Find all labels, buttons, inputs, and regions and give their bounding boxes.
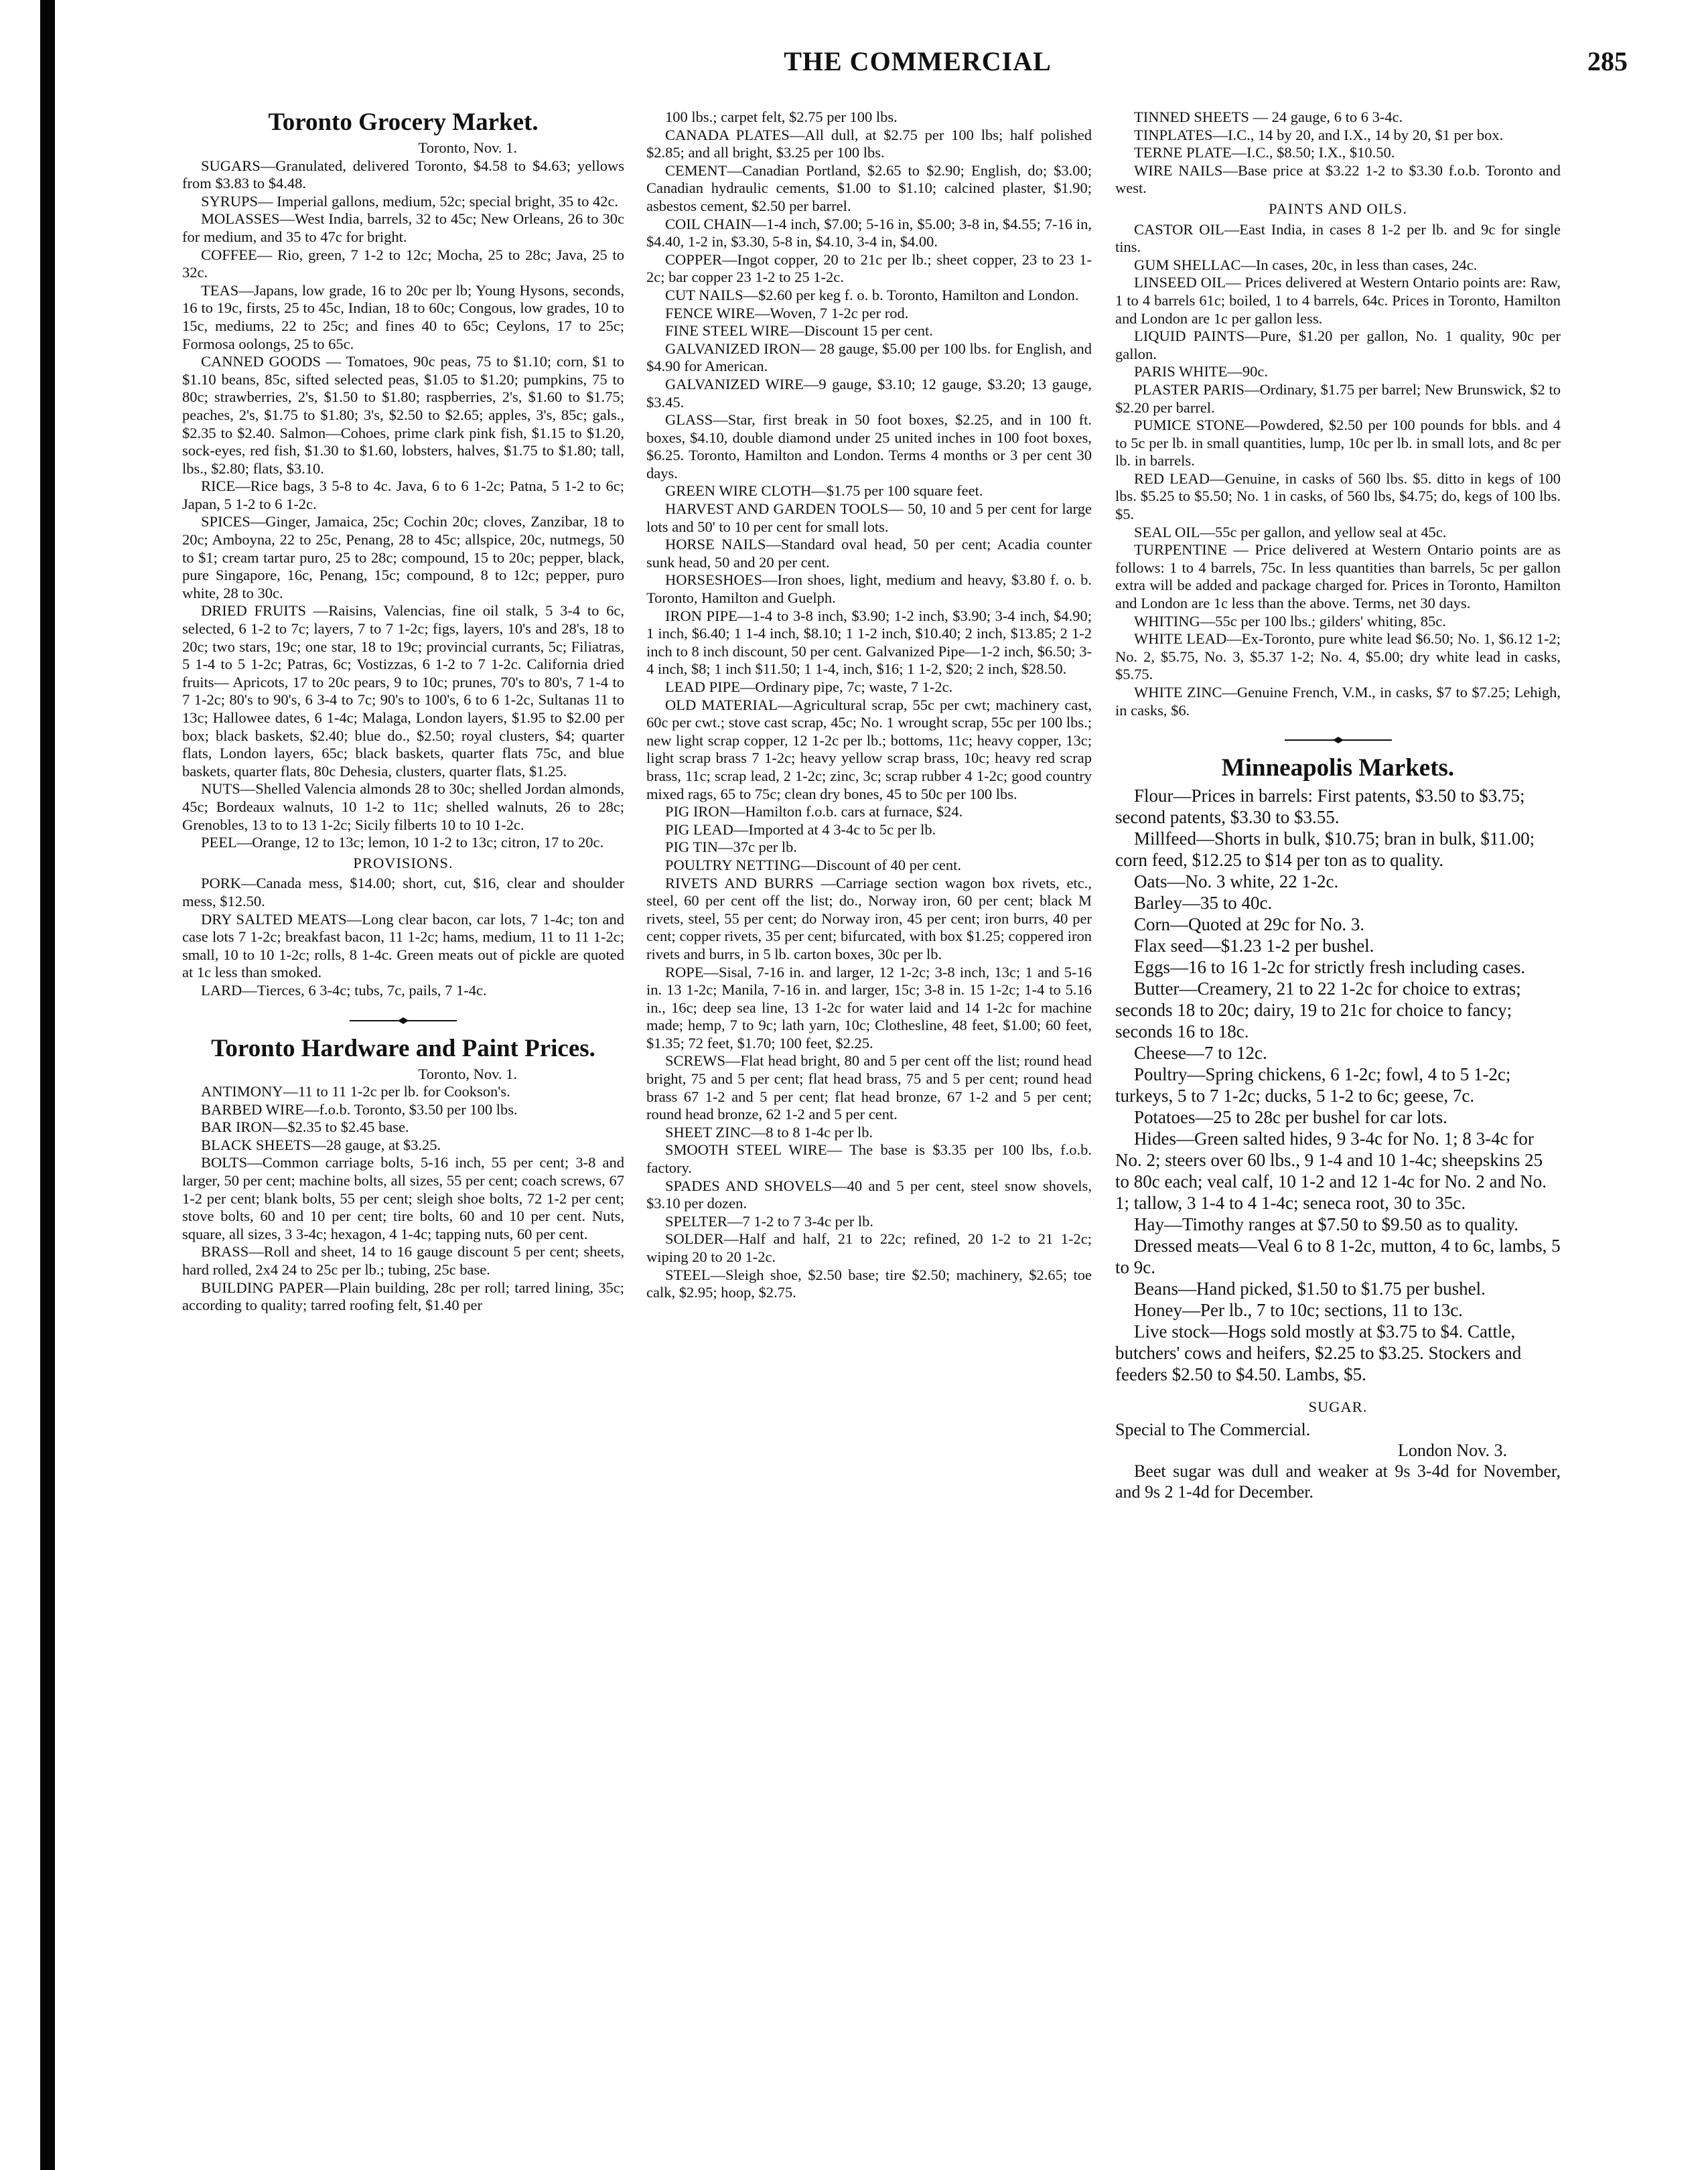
paragraph: LEAD PIPE—Ordinary pipe, 7c; waste, 7 1-2c. xyxy=(665,678,953,695)
paragraph: BRASS—Roll and sheet, 14 to 16 gauge discount 5 per cent; sheets, hard rolled, 2x4 24 to 25c per lb.; tubing, 25c base. xyxy=(182,1243,624,1279)
paragraph: WHITING—55c per 100 lbs.; gilders' whiting, 85c. xyxy=(1134,612,1446,630)
paragraph: WHITE ZINC—Genuine French, V.M., in casks, $7 to $7.25; Lehigh, in casks, $6. xyxy=(1115,684,1561,719)
paragraph: LARD—Tierces, 6 3-4c; tubs, 7c, pails, 7 1-4c. xyxy=(201,981,487,999)
paragraph: BAR IRON—$2.35 to $2.45 base. xyxy=(201,1118,409,1136)
paragraph: GALVANIZED WIRE—9 gauge, $3.10; 12 gauge, $3.20; 13 gauge, $3.45. xyxy=(646,375,1092,411)
paragraph: Butter—Creamery, 21 to 22 1-2c for choice to extras; seconds 18 to 20c; dairy, 19 to 21c for choice to fancy; seconds 16 to 18c. xyxy=(1115,979,1521,1042)
paragraph: WHITE LEAD—Ex-Toronto, pure white lead $6.50; No. 1, $6.12 1-2; No. 2, $5.75, No. 3, $5.37 1-2; No. 4, $5.00; dry white lead in casks, $5.75. xyxy=(1115,630,1561,683)
paragraph: TERNE PLATE—I.C., $8.50; I.X., $10.50. xyxy=(1134,144,1395,161)
paragraph: SUGARS—Granulated, delivered Toronto, $4.58 to $4.63; yellows from $3.83 to $4.48. xyxy=(182,157,624,192)
paragraph: BLACK SHEETS—28 gauge, at $3.25. xyxy=(201,1136,441,1153)
dateline: London Nov. 3. xyxy=(1398,1440,1507,1460)
paragraph: PEEL—Orange, 12 to 13c; lemon, 10 1-2 to 13c; citron, 17 to 20c. xyxy=(201,834,604,851)
paragraph: SCREWS—Flat head bright, 80 and 5 per cent off the list; round head bright, 75 and 5 per cent; flat head brass, 75 and 5 per cent; round head brass 67 1-2 and 5 per cent; flat head bronze, 67 1-2 and 5 per cent; round head bronze, 62 1-2 and 5 per cent. xyxy=(646,1052,1092,1123)
paragraph: FINE STEEL WIRE—Discount 15 per cent. xyxy=(665,322,933,340)
paragraph: Beans—Hand picked, $1.50 to $1.75 per bushel. xyxy=(1134,1279,1486,1299)
paragraph: Flour—Prices in barrels: First patents, $3.50 to $3.75; second patents, $3.30 to $3.55. xyxy=(1115,786,1525,828)
paragraph: WIRE NAILS—Base price at $3.22 1-2 to $3.30 f.o.b. Toronto and west. xyxy=(1115,161,1561,197)
page-header xyxy=(181,46,1668,86)
hardware-continued-body xyxy=(646,108,1092,1302)
paragraph: Hides—Green salted hides, 9 3-4c for No. 1; 8 3-4c for No. 2; steers over 60 lbs., 9 1-4 and 10 1-4c; sheepskins 25 to 80c each; veal calf, 10 1-2 and 12 1-4c for No. 2 and No. 1; tallow, 3 1-4 to 4 1-4c; seneca root, 30 to 35c. xyxy=(1115,1129,1547,1214)
paragraph: PORK—Canada mess, $14.00; short, cut, $16, clear and shoulder mess, $12.50. xyxy=(182,875,624,910)
paragraph: LIQUID PAINTS—Pure, $1.20 per gallon, No. 1 quality, 90c per gallon. xyxy=(1115,328,1561,362)
column-2 xyxy=(646,108,1092,1302)
paragraph: SPICES—Ginger, Jamaica, 25c; Cochin 20c; cloves, Zanzibar, 18 to 20c; Amboyna, 22 to 25c, Penang, 28 to 45c; allspice, 20c, nutmegs, 50 to $1; cream tartar puro, 25 to 28c; compound, 15 to 20c; pepper, black, pure Singapore, 16c, Penang, 15c; compound, 8 to 12c; pepper, puro white, 28 to 30c. xyxy=(182,513,624,601)
paragraph: GALVANIZED IRON— 28 gauge, $5.00 per 100 lbs. for English, and $4.90 for American. xyxy=(646,340,1092,375)
paragraph: CUT NAILS—$2.60 per keg f. o. b. Toronto, Hamilton and London. xyxy=(665,286,1079,303)
paragraph: HORSESHOES—Iron shoes, light, medium and heavy, $3.80 f. o. b. Toronto, Hamilton and Guelph. xyxy=(646,571,1092,607)
paragraph: Poultry—Spring chickens, 6 1-2c; fowl, 4 to 5 1-2c; turkeys, 5 to 7 1-2c; ducks, 5 1-2 to 6c; geese, 7c. xyxy=(1115,1064,1511,1106)
paragraph: COIL CHAIN—1-4 inch, $7.00; 5-16 in, $5.00; 3-8 in, $4.55; 7-16 in, $4.40, 1-2 in, $3.30, 5-8 in, $4.10, 3-4 in, $4.00. xyxy=(646,215,1092,250)
paragraph: STEEL—Sleigh shoe, $2.50 base; tire $2.50; machinery, $2.65; toe calk, $2.95; hoop, $2.75. xyxy=(646,1266,1092,1301)
paragraph: PIG LEAD—Imported at 4 3-4c to 5c per lb. xyxy=(665,820,936,838)
paragraph: TURPENTINE — Price delivered at Western Ontario points are as follows: 1 to 4 barrels, 75c. In less quantities than barrels, 5c per gallon extra will be added and package charged for. Prices in Toronto, Hamilton and London are 1c less than the above. Terms, net 30 days. xyxy=(1115,541,1561,612)
markets-body xyxy=(1115,785,1561,1385)
paragraph: OLD MATERIAL—Agricultural scrap, 55c per cwt; machinery cast, 60c per cwt.; stove cast scrap, 45c; No. 1 wrought scrap, 55c per 100 lbs.; new light scrap copper, 12 1-2c per lb.; bottoms, 11c; heavy copper, 13c; light scrap brass 7 1-2c; heavy yellow scrap brass, 10c; heavy red scrap brass, 11c; scrap lead, 2 1-2c; zinc, 3c; scrap rubber 4 1-2c; good country mixed rags, 65 to 75c; clean dry bones, 45 to 50c per 100 lbs. xyxy=(646,696,1092,802)
paragraph: COFFEE— Rio, green, 7 1-2 to 12c; Mocha, 25 to 28c; Java, 25 to 32c. xyxy=(182,246,624,281)
article-heading: Toronto Grocery Market. xyxy=(268,108,539,136)
metals-body xyxy=(1115,108,1561,198)
paragraph: ANTIMONY—11 to 11 1-2c per lb. for Cookson's. xyxy=(201,1083,510,1100)
provisions-body xyxy=(182,875,624,999)
paragraph: TEAS—Japans, low grade, 16 to 20c per lb; Young Hysons, seconds, 16 to 19c, firsts, 25 to 45c, Indian, 18 to 60c; Congous, low grades, 10 to 15c, mediums, 22 to 25c; and fines 40 to 65c; Ceylons, 17 to 25c; Formosa oolongs, 25 to 65c. xyxy=(182,281,624,352)
binding-edge xyxy=(40,0,55,2170)
paragraph: Millfeed—Shorts in bulk, $10.75; bran in bulk, $11.00; corn feed, $12.25 to $14 per ton as to quality. xyxy=(1115,828,1535,871)
article-body xyxy=(182,157,624,852)
paragraph: CANNED GOODS — Tomatoes, 90c peas, 75 to $1.10; corn, $1 to $1.10 beans, 85c, sifted selected peas, $1.05 to $1.20; pumpkins, 75 to 80c; strawberries, 2's, $1.50 to $1.80; raspberries, 2's, $1.60 to $1.75; peaches, 2's, $1.75 to $1.80; 3's, $2.50 to $2.65; apples, 3's, 85c; gals., $2.35 to $2.40. Salmon—Cohoes, prime clark pink fish, $1.15 to $1.20, sock-eyes, red fish, $1.30 to $1.60, lobsters, halves, $1.75 to $1.80; tall, lbs., $2.80; flats, $3.10. xyxy=(182,353,624,477)
paragraph: PUMICE STONE—Powdered, $2.50 per 100 pounds for bbls. and 4 to 5c per lb. in small quantities, lump, 10c per lb. in small lots, and 8c per lb. in barrels. xyxy=(1115,417,1561,469)
paragraph: PARIS WHITE—90c. xyxy=(1134,363,1269,380)
paragraph: Corn—Quoted at 29c for No. 3. xyxy=(1134,914,1365,935)
paragraph: CASTOR OIL—East India, in cases 8 1-2 per lb. and 9c for single tins. xyxy=(1115,220,1561,256)
paragraph: MOLASSES—West India, barrels, 32 to 45c; New Orleans, 26 to 30c for medium, and 35 to 47c for bright. xyxy=(182,210,624,245)
paragraph: NUTS—Shelled Valencia almonds 28 to 30c; shelled Jordan almonds, 45c; Bordeaux walnuts, 10 1-2 to 11c; shelled walnuts, 26 to 28c; Grenobles, 13 to to 13 1-2c; Sicily filberts 10 to 10 1-2c. xyxy=(182,780,624,833)
section-subheading: PAINTS AND OILS. xyxy=(1268,200,1408,217)
paragraph: DRY SALTED MEATS—Long clear bacon, car lots, 7 1-4c; ton and case lots 7 1-2c; breakfast bacon, 11 1-2c; hams, medium, 11 to 11 1-2c; small, 10 to 10 1-2c; rolls, 8 1-4c. Green meats out of pickle are quoted at 1c less than smoked. xyxy=(182,910,624,981)
paragraph: Dressed meats—Veal 6 to 8 1-2c, mutton, 4 to 6c, lambs, 5 to 9c. xyxy=(1115,1236,1561,1278)
publication-title: THE COMMERCIAL xyxy=(784,46,1052,76)
paragraph: Oats—No. 3 white, 22 1-2c. xyxy=(1134,871,1339,892)
dateline: Toronto, Nov. 1. xyxy=(418,1065,517,1082)
paragraph: Cheese—7 to 12c. xyxy=(1134,1043,1267,1064)
paragraph: 100 lbs.; carpet felt, $2.75 per 100 lbs. xyxy=(665,108,898,125)
paragraph: Live stock—Hogs sold mostly at $3.75 to $4. Cattle, butchers' cows and heifers, $2.25 to $3.25. Stockers and feeders $2.50 to $4.50. Lambs, $5. xyxy=(1115,1321,1522,1385)
hardware-body xyxy=(182,1083,624,1315)
section-subheading: SUGAR. xyxy=(1308,1398,1368,1416)
page-number: 285 xyxy=(1587,46,1628,76)
paragraph: PLASTER PARIS—Ordinary, $1.75 per barrel; New Brunswick, $2 to $2.20 per barrel. xyxy=(1115,380,1561,416)
paragraph: TINPLATES—I.C., 14 by 20, and I.X., 14 by 20, $1 per box. xyxy=(1134,126,1504,143)
paragraph: COPPER—Ingot copper, 20 to 21c per lb.; sheet copper, 23 to 23 1-2c; bar copper 23 1-2 to 25 1-2c. xyxy=(646,250,1092,286)
paragraph: SPELTER—7 1-2 to 7 3-4c per lb. xyxy=(665,1212,874,1230)
paragraph: CANADA PLATES—All dull, at $2.75 per 100 lbs; half polished $2.85; and all bright, $3.25 per 100 lbs. xyxy=(646,126,1092,161)
paragraph: LINSEED OIL— Prices delivered at Western Ontario points are: Raw, 1 to 4 barrels 61c; boiled, 1 to 4 barrels, 64c. Prices in Toronto, Hamilton and London are 1c per gallon less. xyxy=(1115,274,1561,327)
paragraph: BARBED WIRE—f.o.b. Toronto, $3.50 per 100 lbs. xyxy=(201,1100,518,1118)
paragraph: SPADES AND SHOVELS—40 and 5 per cent, steel snow shovels, $3.10 per dozen. xyxy=(646,1177,1092,1212)
paragraph: POULTRY NETTING—Discount of 40 per cent. xyxy=(665,856,962,873)
paragraph: PIG IRON—Hamilton f.o.b. cars at furnace, $24. xyxy=(665,803,963,820)
paragraph: SYRUPS— Imperial gallons, medium, 52c; special bright, 35 to 42c. xyxy=(201,192,619,210)
paragraph: SMOOTH STEEL WIRE— The base is $3.35 per 100 lbs, f.o.b. factory. xyxy=(646,1141,1092,1177)
paragraph: RICE—Rice bags, 3 5-8 to 4c. Java, 6 to 6 1-2c; Patna, 5 1-2 to 6c; Japan, 5 1-2 to 6 1-2c. xyxy=(182,478,624,512)
section-subheading: PROVISIONS. xyxy=(353,854,453,871)
paragraph: Potatoes—25 to 28c per bushel for car lots. xyxy=(1134,1107,1447,1128)
dateline: Toronto, Nov. 1. xyxy=(418,139,517,156)
paragraph: GREEN WIRE CLOTH—$1.75 per 100 square feet. xyxy=(665,482,983,500)
sugar-paragraph: Beet sugar was dull and weaker at 9s 3-4d for November, and 9s 2 1-4d for December. xyxy=(1115,1461,1561,1502)
column-1 xyxy=(182,108,624,1315)
paragraph: BUILDING PAPER—Plain building, 28c per roll; tarred lining, 35c; according to quality; tarred roofing felt, $1.40 per xyxy=(182,1279,624,1314)
paragraph: PIG TIN—37c per lb. xyxy=(665,839,798,856)
paragraph: RED LEAD—Genuine, in casks of 560 lbs. $5. ditto in kegs of 100 lbs. $5.25 to $5.50; No. 1 in casks, of 560 lbs, $4.75; do, kegs of 100 lbs. $5. xyxy=(1115,469,1561,523)
paragraph: Honey—Per lb., 7 to 10c; sections, 11 to 13c. xyxy=(1134,1300,1463,1321)
paragraph: RIVETS AND BURRS —Carriage section wagon box rivets, etc., steel, 60 per cent off the list; do., Norway iron, 60 per cent; black M rivets, steel, 55 per cent; do Norway iron, 45 per cent; iron burrs, 40 per cent; copper rivets, 35 per cent; bifurcated, with box $1.25; coppered iron rivets and burrs, in 5 lb. carton boxes, 30c per lb. xyxy=(646,874,1092,962)
paragraph: BOLTS—Common carriage bolts, 5-16 inch, 55 per cent; 3-8 and larger, 50 per cent; machine bolts, all sizes, 55 per cent; coach screws, 67 1-2 per cent; blank bolts, 55 per cent; sleigh shoe bolts, 72 1-2 per cent; stove bolts, 60 and 10 per cent; tire bolts, 60 and 10 per cent. Nuts, square, all sizes, 3 3-4c; hexagon, 4 1-4c; tapping nuts, 60 per cent. xyxy=(182,1154,624,1242)
paragraph: Barley—35 to 40c. xyxy=(1134,893,1273,914)
article-heading: Minneapolis Markets. xyxy=(1221,754,1455,782)
paragraph: HARVEST AND GARDEN TOOLS— 50, 10 and 5 per cent for large lots and 50' to 10 per cent for small lots. xyxy=(646,500,1092,535)
paragraph: CEMENT—Canadian Portland, $2.65 to $2.90; English, do; $3.00; Canadian hydraulic cements, $1.00 to $1.10; calcined plaster, $1.90; asbestos cement, $2.50 per barrel. xyxy=(646,161,1092,214)
paragraph: IRON PIPE—1-4 to 3-8 inch, $3.90; 1-2 inch, $3.90; 3-4 inch, $4.90; 1 inch, $6.40; 1 1-4 inch, $8.10; 1 1-2 inch, $10.40; 2 inch, $13.85; 2 1-2 inch to 8 inch discount, 50 per cent. Galvanized Pipe—1-2 inch, $6.50; 3-4 inch, $8; 1 inch $11.50; 1 1-4, inch, $16; 1 1-2, $20; 2 inch, $28.50. xyxy=(646,607,1092,678)
paragraph: SHEET ZINC—8 to 8 1-4c per lb. xyxy=(665,1123,873,1141)
paragraph: Flax seed—$1.23 1-2 per bushel. xyxy=(1134,936,1374,956)
ornamental-rule xyxy=(1285,735,1392,745)
paragraph: Eggs—16 to 16 1-2c for strictly fresh including cases. xyxy=(1134,957,1526,978)
paragraph: Hay—Timothy ranges at $7.50 to $9.50 as to quality. xyxy=(1134,1214,1518,1235)
byline: Special to The Commercial. xyxy=(1115,1419,1311,1439)
paragraph: HORSE NAILS—Standard oval head, 50 per cent; Acadia counter sunk head, 50 and 20 per cent. xyxy=(646,536,1092,571)
paragraph: GUM SHELLAC—In cases, 20c, in less than cases, 24c. xyxy=(1134,256,1478,273)
paragraph: SOLDER—Half and half, 21 to 22c; refined, 20 1-2 to 21 1-2c; wiping 20 to 20 1-2c. xyxy=(646,1230,1092,1265)
paragraph: DRIED FRUITS —Raisins, Valencias, fine oil stalk, 5 3-4 to 6c, selected, 6 1-2 to 7c; layers, 7 to 7 1-2c; figs, layers, 10's and 28's, 18 to 20c; two stars, 19c; one star, 18 to 19c; provincial currants, 5c; Filiatras, 5 1-4 to 5 1-2c; Patras, 6c; Vostizzas, 6 1-2 to 7 1-2c. California dried fruits— Apricots, 17 to 20c pears, 9 to 10c; prunes, 70's to 80's, 7 1-4 to 7 1-2c; 80's to 90's, 6 3-4 to 7c; 90's to 100's, 6 to 6 1-2c, Sultanas 11 to 13c; Hallowee dates, 6 1-4c; Malaga, London layers, $1.95 to $2.00 per box; black baskets, $2.40; blue do., $2.50; royal clusters, $4; quarter flats, London layers, 65c; black baskets, quarter flats 75c, and blue baskets, quarter flats, 80c Dehesia, clusters, quarter flats, $1.25. xyxy=(182,602,624,780)
paragraph: GLASS—Star, first break in 50 foot boxes, $2.25, and in 100 ft. boxes, $4.10, double diamond under 25 united inches in 100 foot boxes, $6.25. Toronto, Hamilton and London. Terms 4 months or 3 per cent 30 days. xyxy=(646,411,1092,482)
paragraph: FENCE WIRE—Woven, 7 1-2c per rod. xyxy=(665,304,909,321)
article-heading: Toronto Hardware and Paint Prices. xyxy=(211,1034,595,1062)
paragraph: ROPE—Sisal, 7-16 in. and larger, 12 1-2c; 3-8 inch, 13c; 1 and 5-16 in. 13 1-2c; Manila, 7-16 in. and larger, 15c; 3-8 in. 15 1-2c; 1-4 to 5.16 in., 16c; deep sea line, 13 1-2c for water laid and 14 1-2c for machine made; hemp, 7 to 9c; lath yarn, 10c; Clothesline, 48 feet, $1.00; 60 feet, $1.35; 72 feet, $1.70; 100 feet, $2.25. xyxy=(646,963,1092,1052)
paragraph: TINNED SHEETS — 24 gauge, 6 to 6 3-4c. xyxy=(1134,108,1403,125)
column-3 xyxy=(1115,108,1561,1502)
ornamental-rule xyxy=(350,1016,457,1025)
paints-body xyxy=(1115,221,1561,720)
paragraph: SEAL OIL—55c per gallon, and yellow seal at 45c. xyxy=(1134,523,1447,540)
